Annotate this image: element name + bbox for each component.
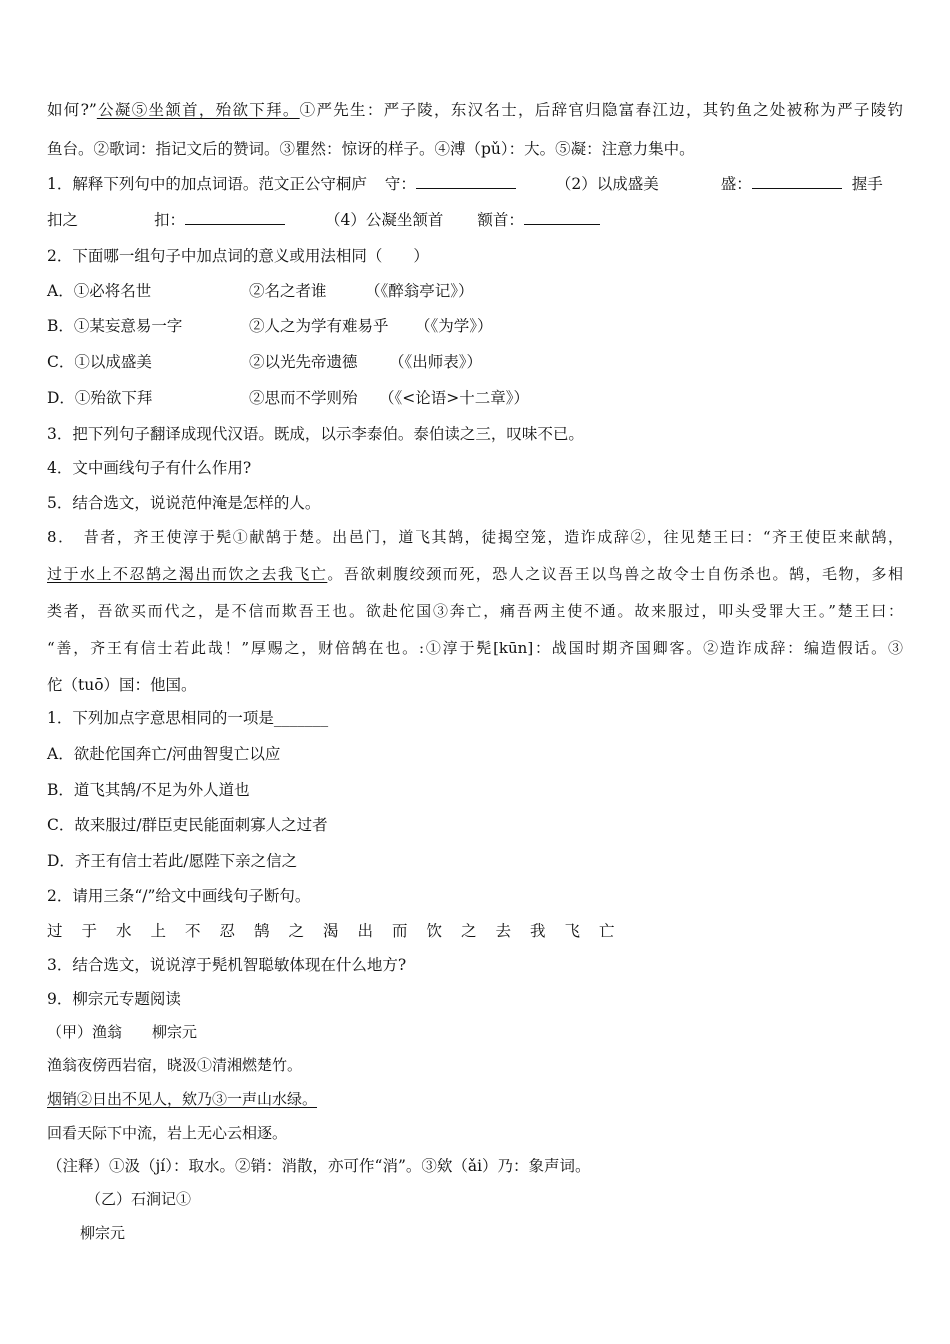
answer-blank[interactable]	[752, 172, 842, 189]
sentence-to-punctuate: 过于水上不忍鹄之渴出而饮之去我飞亡	[47, 922, 634, 940]
option-c: C．①以成盛美 ②以光先帝遗德 （《出师表》）	[47, 353, 483, 371]
option-b: B．①某妄意易一字 ②人之为学有难易乎 （《为学》）	[47, 317, 493, 335]
underlined-sentence: 公凝⑤坐颔首，殆欲下拜。	[96, 101, 300, 119]
essay-author: 柳宗元	[80, 1224, 126, 1242]
option-a: A．①必将名世 ②名之者谁 （《醉翁亭记》）	[47, 282, 474, 300]
question-1-cont: 扣之 扣： （4）公凝坐颔首 额首：	[47, 208, 903, 232]
essay-title: （乙）石涧记①	[86, 1190, 192, 1208]
sub-option-c: C．故来服过/群臣吏民能面刺寡人之过者	[47, 816, 328, 834]
sub-question-2: 2．请用三条“/”给文中画线句子断句。	[47, 887, 311, 905]
answer-blank[interactable]	[416, 172, 516, 189]
sub-option-d: D．齐王有信士若此/愿陛下亲之信之	[47, 852, 298, 870]
answer-blank[interactable]	[185, 208, 285, 225]
poem-line: 渔翁夜傍西岩宿，晓汲①清湘燃楚竹。	[47, 1056, 303, 1074]
sub-option-b: B．道飞其鹄/不足为外人道也	[47, 781, 250, 799]
question-4: 4．文中画线句子有什么作用?	[47, 459, 252, 477]
text-line: 鱼台。②歌词：指记文后的赞词。③瞿然：惊讶的样子。④溥（pǔ）：大。⑤凝：注意力集中。	[47, 140, 695, 158]
underlined-sentence: 烟销②日出不见人，欸乃③一声山水绿。	[47, 1090, 318, 1108]
passage-8-line: 佗（tuō）国：他国。	[47, 676, 197, 694]
sub-option-a: A．欲赴佗国奔亡/河曲智叟亡以应	[47, 745, 281, 763]
annotation: （注释）①汲（jí）：取水。②销：消散，亦可作“消”。③欸（ǎi）乃：象声词。	[47, 1157, 591, 1175]
poem-line: 回看天际下中流，岩上无心云相逐。	[47, 1124, 288, 1142]
passage-8-line: 类者，吾欲买而代之，是不信而欺吾王也。欲赴佗国③奔亡，痛吾两主使不通。故来服过，叩头受罪大王。”楚王曰：	[47, 602, 903, 620]
text-line: 如何?”公凝⑤坐颔首，殆欲下拜。①严先生：严子陵，东汉名士，后辞官归隐富春江边，其钓鱼之处被称为严子陵钓	[47, 101, 903, 119]
question-5: 5．结合选文，说说范仲淹是怎样的人。	[47, 494, 321, 512]
underlined-sentence: 过于水上不忍鹄之渴出而饮之去我飞亡	[47, 565, 328, 583]
passage-8-line: “善，齐王有信士若此哉！”厚赐之，财倍鹄在也。:①淳于髡[kūn]：战国时期齐国卿客。②造诈成辞：编造假话。③	[47, 639, 903, 657]
passage-8-line: 8． 昔者，齐王使淳于髡①献鹄于楚。出邑门，道飞其鹄，徒揭空笼，造诈成辞②，往见楚王曰：“齐王使臣来献鹄，	[47, 528, 903, 546]
sub-question-1: 1．下列加点字意思相同的一项是_______	[47, 709, 329, 727]
answer-blank[interactable]	[524, 208, 600, 225]
sub-question-3: 3．结合选文，说说淳于髡机智聪敏体现在什么地方?	[47, 956, 407, 974]
poem-title: （甲）渔翁 柳宗元	[47, 1023, 198, 1041]
question-9-title: 9．柳宗元专题阅读	[47, 990, 181, 1008]
question-1: 1．解释下列句中的加点词语。范文正公守桐庐 守： （2）以成盛美 盛： 握手	[47, 172, 903, 196]
poem-line	[47, 1087, 903, 1111]
passage-8-line: 过于水上不忍鹄之渴出而饮之去我飞亡。吾欲刺腹绞颈而死，恐人之议吾王以鸟兽之故令士自伤杀也。鹄，毛物，多相	[47, 565, 903, 583]
question-2: 2．下面哪一组句子中加点词的意义或用法相同（ ）	[47, 247, 429, 265]
question-3: 3．把下列句子翻译成现代汉语。既成，以示李泰伯。泰伯读之三，叹味不已。	[47, 425, 584, 443]
option-d: D．①殆欲下拜 ②思而不学则殆 （《<论语>十二章》）	[47, 389, 529, 407]
